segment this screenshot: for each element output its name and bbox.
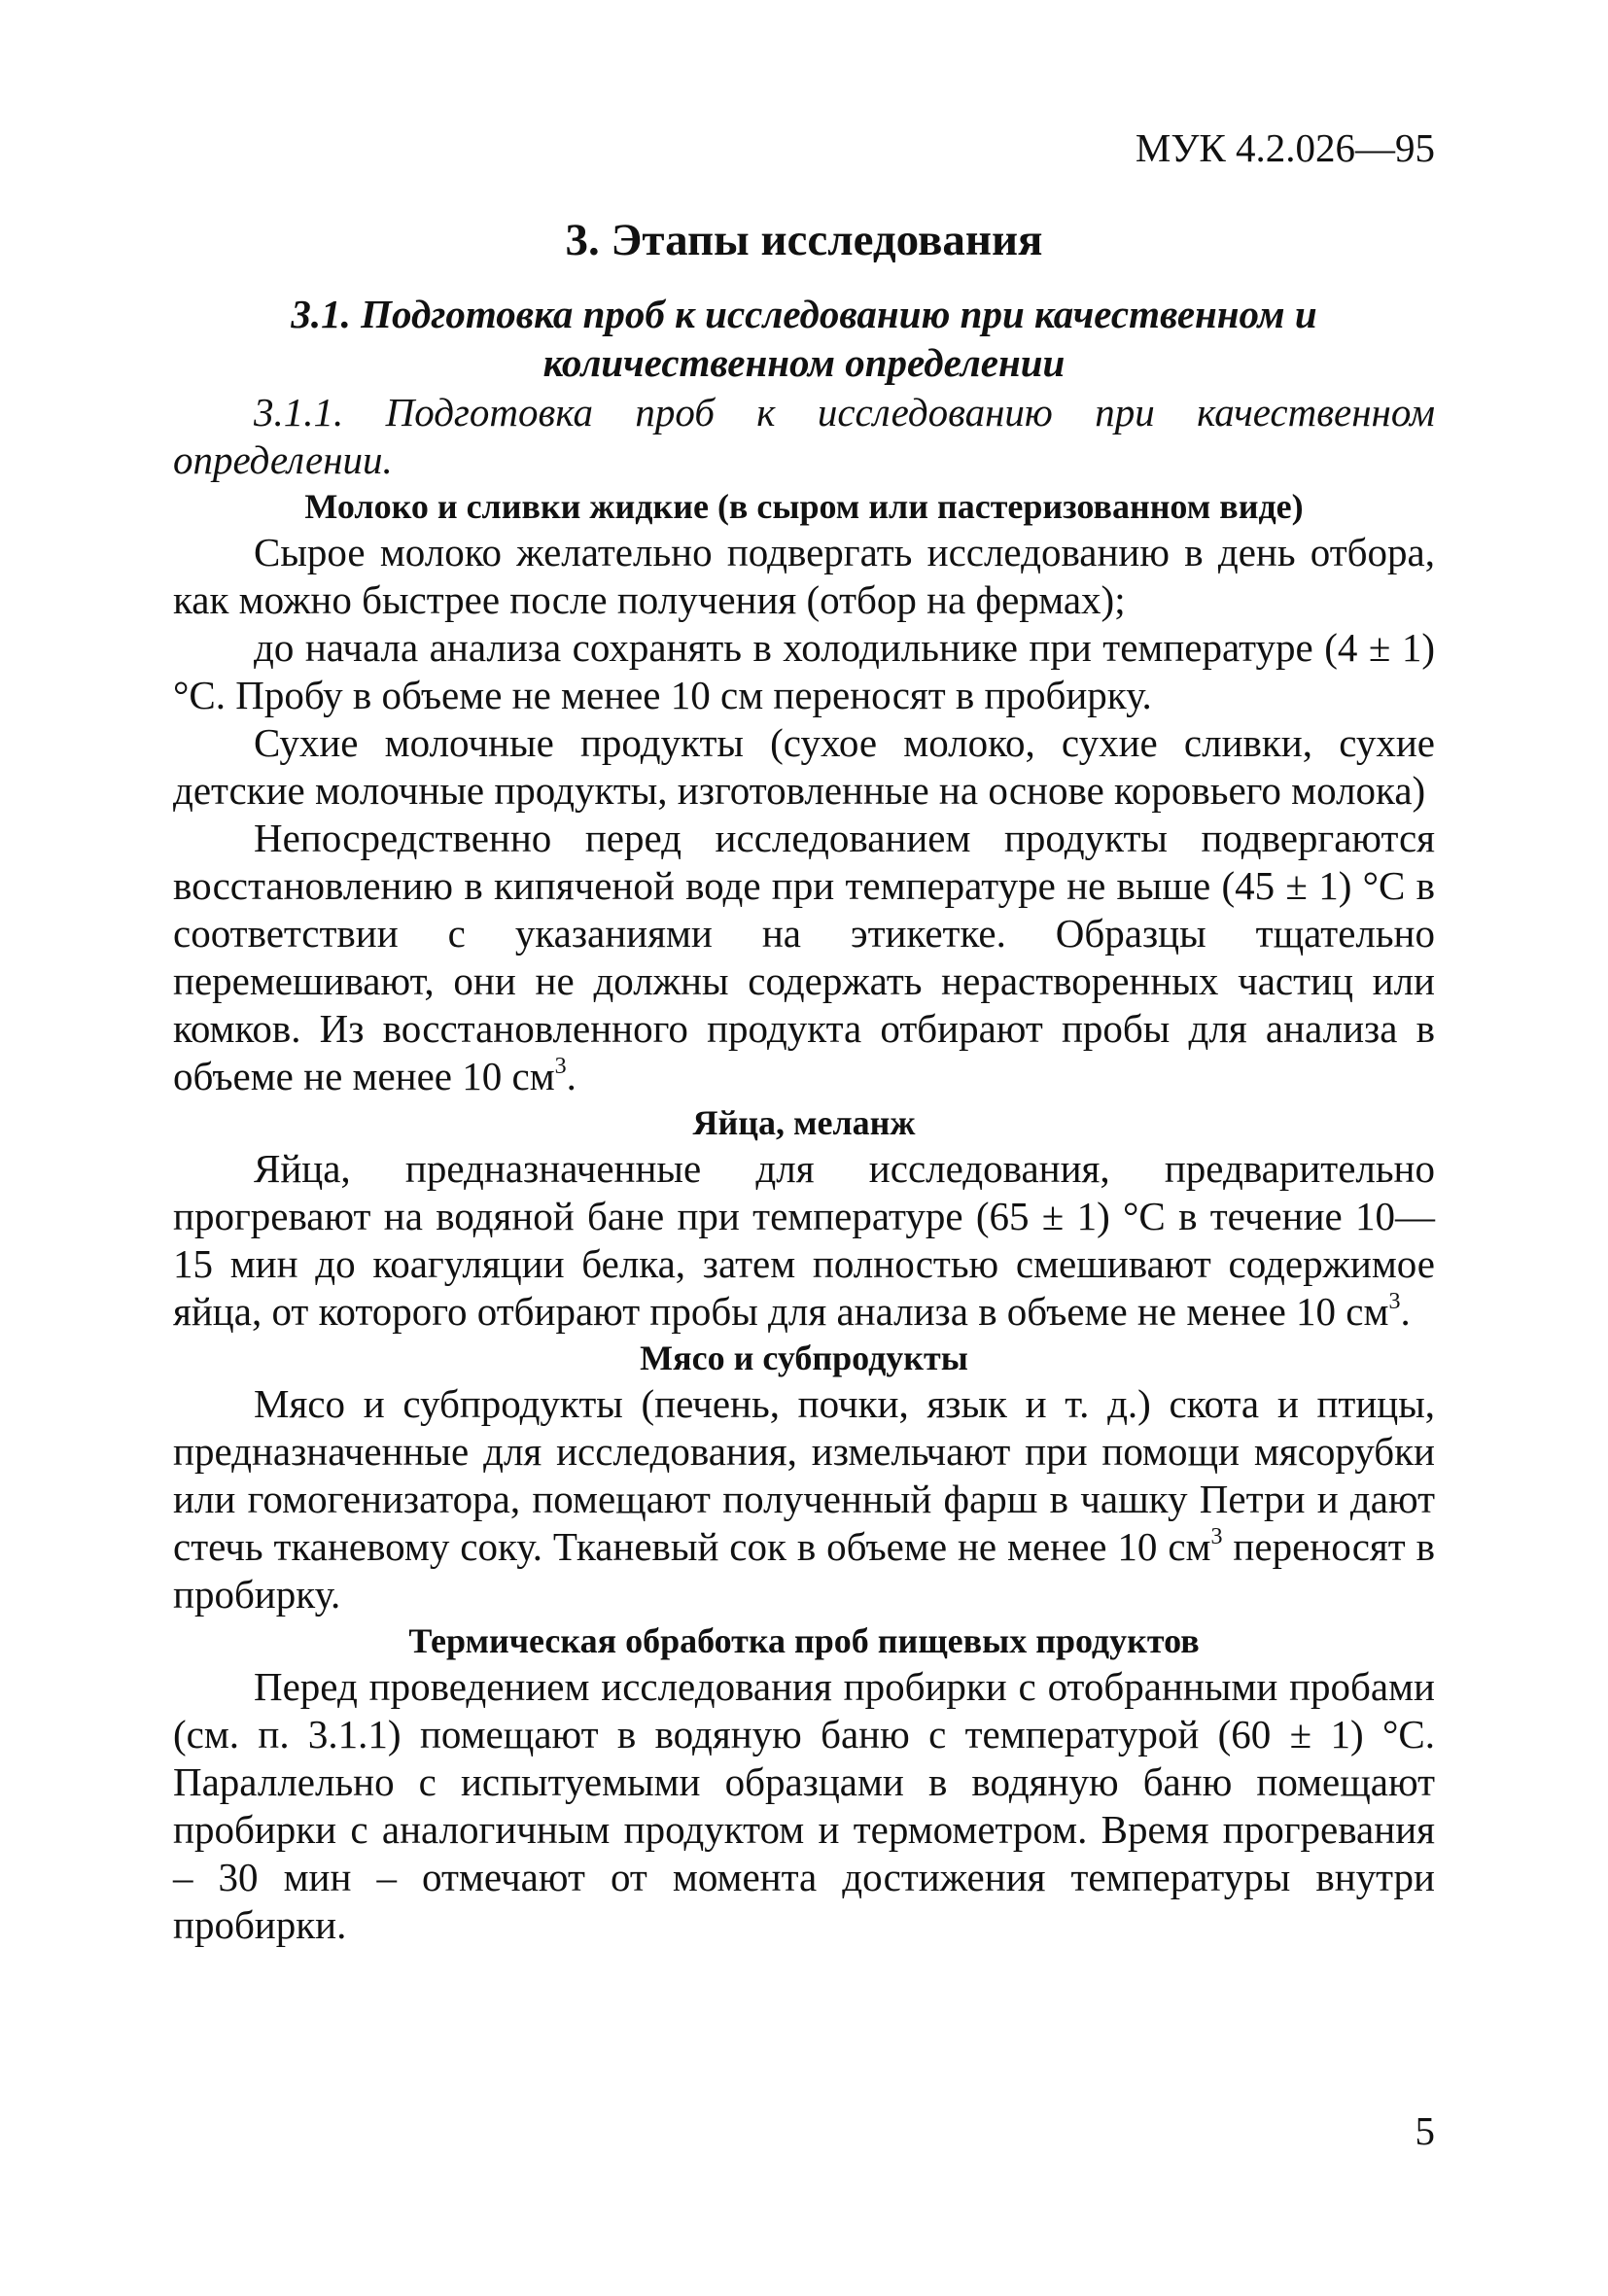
doc-code: МУК 4.2.026—95	[1135, 125, 1435, 170]
page-number: 5	[1415, 2108, 1435, 2153]
eggs-paragraph-1-text: Яйца, предназначенные для исследования, предварительно прогревают на водяной бане при температуре (65 ± 1) °С в течение 10—15 мин до коагуляции белка, затем полностью смешивают содержимое яйца, от которого отбирают пробы для анализа в объеме не менее 10 см	[173, 1146, 1435, 1334]
milk-paragraph-3: Сухие молочные продукты (сухое молоко, сухие сливки, сухие детские молочные продукты, изготовленные на основе коровьего молока)	[173, 720, 1435, 813]
subsection-title	[173, 290, 1435, 387]
thermal-heading: Термическая обработка проб пищевых продуктов	[408, 1621, 1200, 1660]
section-title: 3. Этапы исследования	[565, 215, 1043, 265]
milk-heading: Молоко и сливки жидкие (в сыром или пастеризованном виде)	[304, 487, 1304, 526]
milk-paragraph-4-text: Непосредственно перед исследованием продукты подвергаются восстановлению в кипяченой воде при температуре не выше (45 ± 1) °С в соответствии с указаниями на этикетке. Образцы тщательно перемешивают, они не должны содержать нерастворенных частиц или комков. Из восстановленного продукта отбирают пробы для анализа в объеме не менее 10 см	[173, 816, 1435, 1098]
eggs-heading: Яйца, меланж	[692, 1103, 916, 1142]
superscript: 3	[1210, 1524, 1223, 1550]
subsection-title-line2: количественном определении	[542, 340, 1066, 385]
item-3-1-1: 3.1.1. Подготовка проб к исследованию при качественном определении.	[173, 390, 1435, 482]
milk-paragraph-4	[173, 815, 1435, 1100]
meat-heading: Мясо и субпродукты	[640, 1339, 968, 1377]
eggs-paragraph-1-end: .	[1400, 1289, 1411, 1334]
thermal-paragraph-1: Перед проведением исследования пробирки с отобранными пробами (см. п. 3.1.1) помещают в водяную баню с температурой (60 ± 1) °С. Параллельно с испытуемыми образцами в водяную баню помещают пробирки с аналогичным продуктом и термометром. Время прогревания – 30 мин – отмечают от момента достижения температуры внутри пробирки.	[173, 1664, 1435, 1947]
meat-paragraph-1-end: переносят в пробирку.	[173, 1524, 1435, 1617]
superscript: 3	[554, 1054, 567, 1080]
eggs-paragraph-1	[173, 1145, 1435, 1336]
milk-paragraph-4-end: .	[566, 1054, 577, 1098]
milk-paragraph-2: до начала анализа сохранять в холодильнике при температуре (4 ± 1) °С. Пробу в объеме не менее 10 см переносят в пробирку.	[173, 625, 1435, 717]
superscript: 3	[1388, 1289, 1401, 1315]
subsection-title-line1: 3.1. Подготовка проб к исследованию при качественном и	[291, 292, 1317, 336]
meat-paragraph-1-text: Мясо и субпродукты (печень, почки, язык и т. д.) скота и птицы, предназначенные для исследования, измельчают при помощи мясорубки или гомогенизатора, помещают полученный фарш в чашку Петри и дают стечь тканевому соку. Тканевый сок в объеме не менее 10 см	[173, 1381, 1435, 1569]
body-text	[173, 389, 1435, 1949]
milk-paragraph-1: Сырое молоко желательно подвергать исследованию в день отбора, как можно быстрее после получения (отбор на фермах);	[173, 530, 1435, 622]
meat-paragraph-1	[173, 1380, 1435, 1618]
